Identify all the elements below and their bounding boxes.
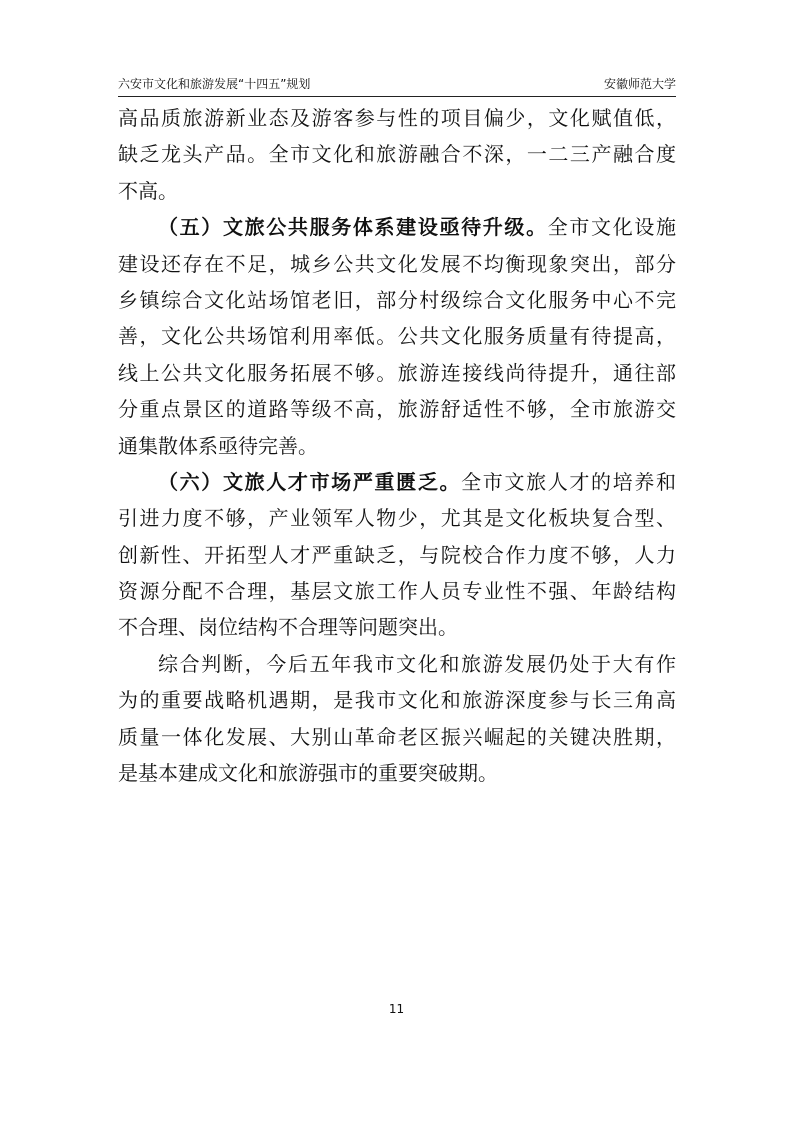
text-run: 全市文化设施 (547, 215, 677, 240)
text-line: 综合判断，今后五年我市文化和旅游发展仍处于大有作 (158, 651, 676, 676)
text-line: 通集散体系亟待完善。 (118, 433, 318, 458)
text-line (118, 209, 676, 245)
text-line: 高品质旅游新业态及游客参与性的项目偏少，文化赋值低， (118, 106, 676, 130)
text-line: 资源分配不合理，基层文旅工作人员专业性不强、年龄结构 (118, 579, 676, 604)
text-line: 创新性、开拓型人才严重缺乏，与院校合作力度不够，人力 (118, 542, 676, 567)
text-line: 引进力度不够，产业领军人物少，尤其是文化板块复合型、 (118, 506, 676, 531)
text-line: 分重点景区的道路等级不高，旅游舒适性不够，全市旅游交 (118, 397, 676, 422)
header-document-title: 六安市文化和旅游发展“十四五”规划 (118, 77, 311, 91)
paragraph-4 (118, 646, 676, 792)
paragraph-3 (118, 464, 676, 646)
running-header (118, 76, 676, 97)
page-number: 11 (388, 1002, 405, 1016)
paragraph-1 (118, 100, 676, 209)
text-line: 善，文化公共场馆利用率低。公共文化服务质量有待提高， (118, 324, 676, 349)
section-heading-5: （五）文旅公共服务体系建设亟待升级。 (158, 215, 548, 240)
text-line: 不高。 (118, 178, 178, 203)
text-run: 全市文旅人才的培养和 (461, 469, 677, 494)
text-line: 质量一体化发展、大别山革命老区振兴崛起的关键决胜期， (118, 724, 676, 749)
document-body (118, 100, 676, 791)
text-line: 建设还存在不足，城乡公共文化发展不均衡现象突出，部分 (118, 251, 676, 276)
text-line: 为的重要战略机遇期，是我市文化和旅游深度参与长三角高 (118, 688, 676, 713)
text-line: 不合理、岗位结构不合理等问题突出。 (118, 615, 458, 640)
text-line (118, 464, 676, 500)
text-line: 是基本建成文化和旅游强市的重要突破期。 (118, 761, 498, 786)
header-institution: 安徽师范大学 (603, 77, 676, 91)
text-line: 缺乏龙头产品。全市文化和旅游融合不深，一二三产融合度 (118, 142, 676, 167)
paragraph-2 (118, 209, 676, 464)
text-line: 线上公共文化服务拓展不够。旅游连接线尚待提升，通往部 (118, 360, 676, 385)
text-line: 乡镇综合文化站场馆老旧，部分村级综合文化服务中心不完 (118, 287, 676, 312)
section-heading-6: （六）文旅人才市场严重匮乏。 (158, 469, 462, 494)
